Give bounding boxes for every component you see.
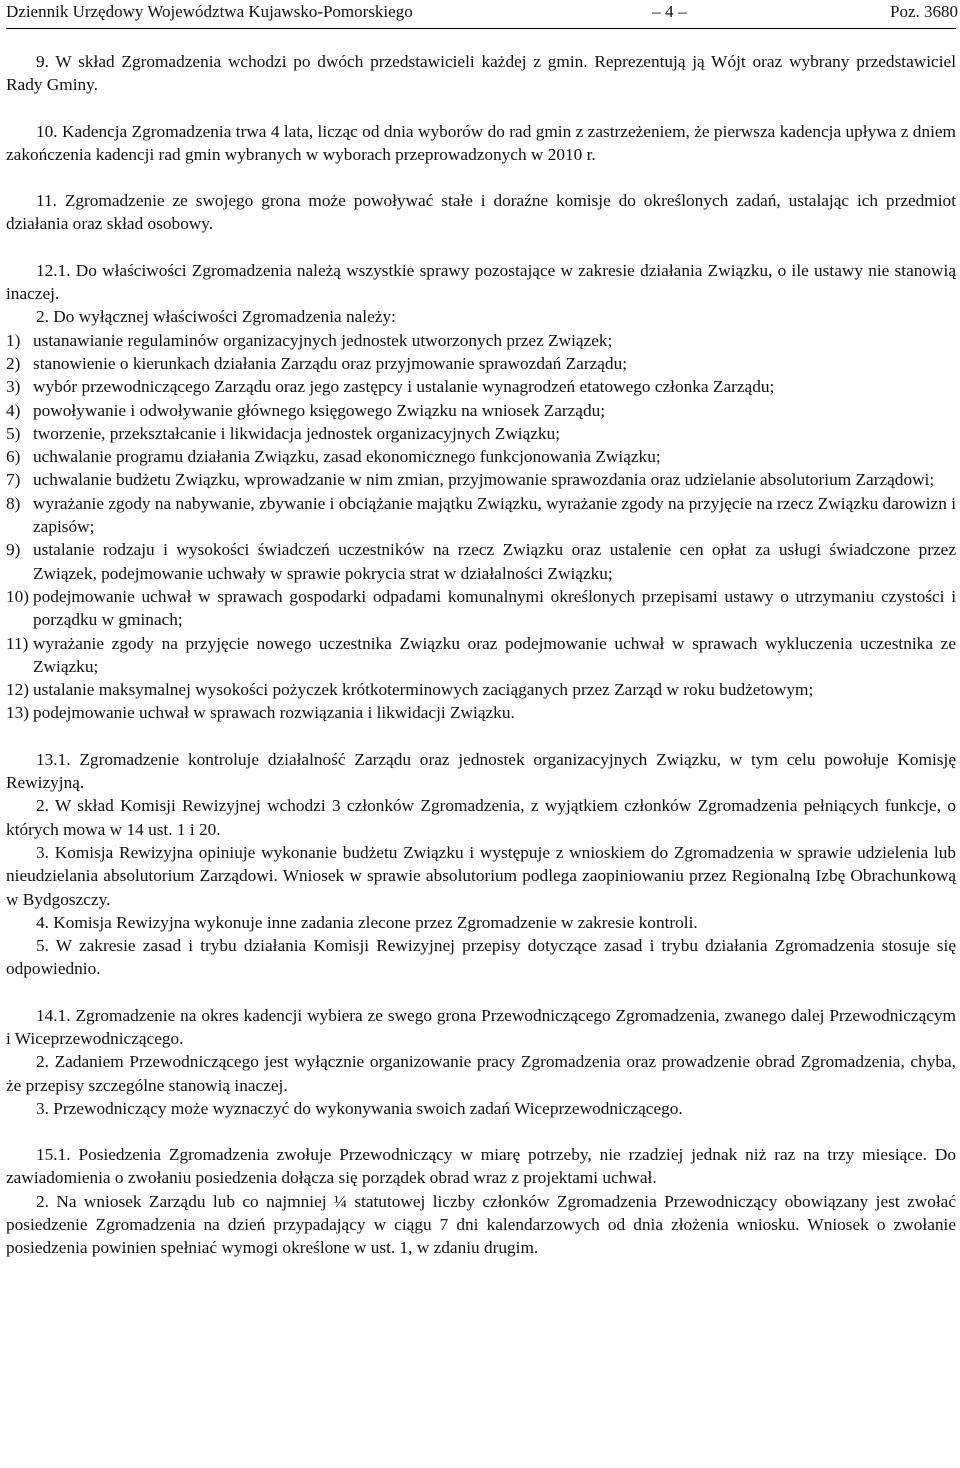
list-item: 6) uchwalanie programu działania Związku, zasad ekonomicznego funkcjonowania Związku; (6, 447, 661, 467)
competences-list (6, 329, 956, 725)
paragraph-13-5: 5. W zakresie zasad i trybu działania Komisji Rewizyjnej przepisy dotyczące zasad i trybu działania Zgromadzenia stosuje się odpowiednio. (6, 936, 956, 979)
list-item: 9) ustalanie rodzaju i wysokości świadczeń uczestników na rzecz Związku oraz ustalenie cen opłat za usługi świadczone przez Związek, podejmowanie uchwały w sprawie pokrycia strat w działalności Związku; (6, 540, 956, 583)
list-item: 8) wyrażanie zgody na nabywanie, zbywanie i obciążanie majątku Związku, wyrażanie zgody na przyjęcie na rzecz Związku darowizn i zapisów; (6, 493, 956, 537)
paragraph-9: 9. W skład Zgromadzenia wchodzi po dwóch przedstawicieli każdej z gmin. Reprezentują ją Wójt oraz wybrany przedstawiciel Rady Gminy. (6, 52, 956, 95)
list-item: 10) podejmowanie uchwał w sprawach gospodarki odpadami komunalnymi określonych przepisami ustawy o utrzymaniu czystości i porządku w gminach; (6, 586, 956, 630)
page-number: – 4 – (652, 2, 687, 21)
list-item: 12) ustalanie maksymalnej wysokości pożyczek krótkoterminowych zaciąganych przez Zarząd w roku budżetowym; (6, 680, 814, 700)
list-item: 1) ustanawianie regulaminów organizacyjnych jednostek utworzonych przez Związek; (6, 330, 613, 350)
paragraph-15-1: 15.1. Posiedzenia Zgromadzenia zwołuje Przewodniczący w miarę potrzeby, nie rzadziej jednak niż raz na trzy miesiące. Do zawiadomienia o zwołaniu posiedzenia dołącza się porządek obrad wraz z projektami uchwał. (6, 1145, 956, 1188)
list-item: 5) tworzenie, przekształcanie i likwidacja jednostek organizacyjnych Związku; (6, 423, 561, 443)
paragraph-13-4: 4. Komisja Rewizyjna wykonuje inne zadania zlecone przez Zgromadzenie w zakresie kontroli. (36, 912, 698, 932)
list-item: 11) wyrażanie zgody na przyjęcie nowego uczestnika Związku oraz podejmowanie uchwał w sprawach wykluczenia uczestnika ze Związku; (6, 633, 956, 676)
paragraph-13-3: 3. Komisja Rewizyjna opiniuje wykonanie budżetu Związku i występuje z wnioskiem do Zgromadzenia w sprawie udzielenia lub nieudzielania absolutorium Zarządowi. Wniosek w sprawie absolutorium podlega zaopiniowaniu przez Regionalną Izbę Obrachunkową w Bydgoszczy. (6, 842, 956, 909)
list-item: 2) stanowienie o kierunkach działania Zarządu oraz przyjmowanie sprawozdań Zarządu; (6, 353, 628, 373)
paragraph-14-3: 3. Przewodniczący może wyznaczyć do wykonywania swoich zadań Wiceprzewodniczącego. (36, 1098, 683, 1118)
list-item: 13) podejmowanie uchwał w sprawach rozwiązania i likwidacji Związku. (6, 703, 515, 723)
paragraph-12-2: 2. Do wyłącznej właściwości Zgromadzenia należy: (36, 307, 396, 327)
journal-title: Dziennik Urzędowy Województwa Kujawsko-Pomorskiego (6, 2, 413, 21)
paragraph-11: 11. Zgromadzenie ze swojego grona może powoływać stałe i doraźne komisje do określonych zadań, ustalając ich przedmiot działania oraz skład osobowy. (6, 191, 956, 234)
list-item: 7) uchwalanie budżetu Związku, wprowadzanie w nim zmian, przyjmowanie sprawozdania oraz udzielanie absolutorium Zarządowi; (6, 470, 935, 490)
paragraph-13-2: 2. W skład Komisji Rewizyjnej wchodzi 3 członków Zgromadzenia, z wyjątkiem członków Zgromadzenia pełniących funkcje, o których mowa w 14 ust. 1 i 20. (6, 796, 956, 839)
list-item: 3) wybór przewodniczącego Zarządu oraz jego zastępcy i ustalanie wynagrodzeń etatowego członka Zarządu; (6, 377, 775, 397)
position-number: Poz. 3680 (890, 2, 958, 21)
paragraph-10: 10. Kadencja Zgromadzenia trwa 4 lata, licząc od dnia wyborów do rad gmin z zastrzeżeniem, że pierwsza kadencja upływa z dniem zakończenia kadencji rad gmin wybranych w wyborach przeprowadzonych w 2010 r. (6, 121, 956, 164)
page-header (6, 0, 956, 24)
paragraph-14-2: 2. Zadaniem Przewodniczącego jest wyłącznie organizowanie pracy Zgromadzenia oraz prowadzenie obrad Zgromadzenia, chyba, że przepisy szczególne stanowią inaczej. (6, 1052, 956, 1095)
paragraph-13-1: 13.1. Zgromadzenie kontroluje działalność Zarządu oraz jednostek organizacyjnych Związku, w tym celu powołuje Komisję Rewizyjną. (6, 749, 956, 793)
list-item: 4) powoływanie i odwoływanie głównego księgowego Związku na wniosek Zarządu; (6, 400, 606, 420)
document-page (6, 0, 956, 1260)
paragraph-12-1: 12.1. Do właściwości Zgromadzenia należą wszystkie sprawy pozostające w zakresie działania Związku, o ile ustawy nie stanowią inaczej. (6, 260, 956, 304)
paragraph-14-1: 14.1. Zgromadzenie na okres kadencji wybiera ze swego grona Przewodniczącego Zgromadzenia, zwanego dalej Przewodniczącym i Wiceprzewodniczącego. (6, 1005, 956, 1048)
paragraph-15-2: 2. Na wniosek Zarządu lub co najmniej ¼ statutowej liczby członków Zgromadzenia Przewodniczący obowiązany jest zwołać posiedzenie Zgromadzenia na dzień przypadający w ciągu 7 dni kalendarzowych od dnia złożenia wniosku. Wniosek o zwołanie posiedzenia powinien spełniać wymogi określone w ust. 1, w zdaniu drugim. (6, 1191, 956, 1258)
